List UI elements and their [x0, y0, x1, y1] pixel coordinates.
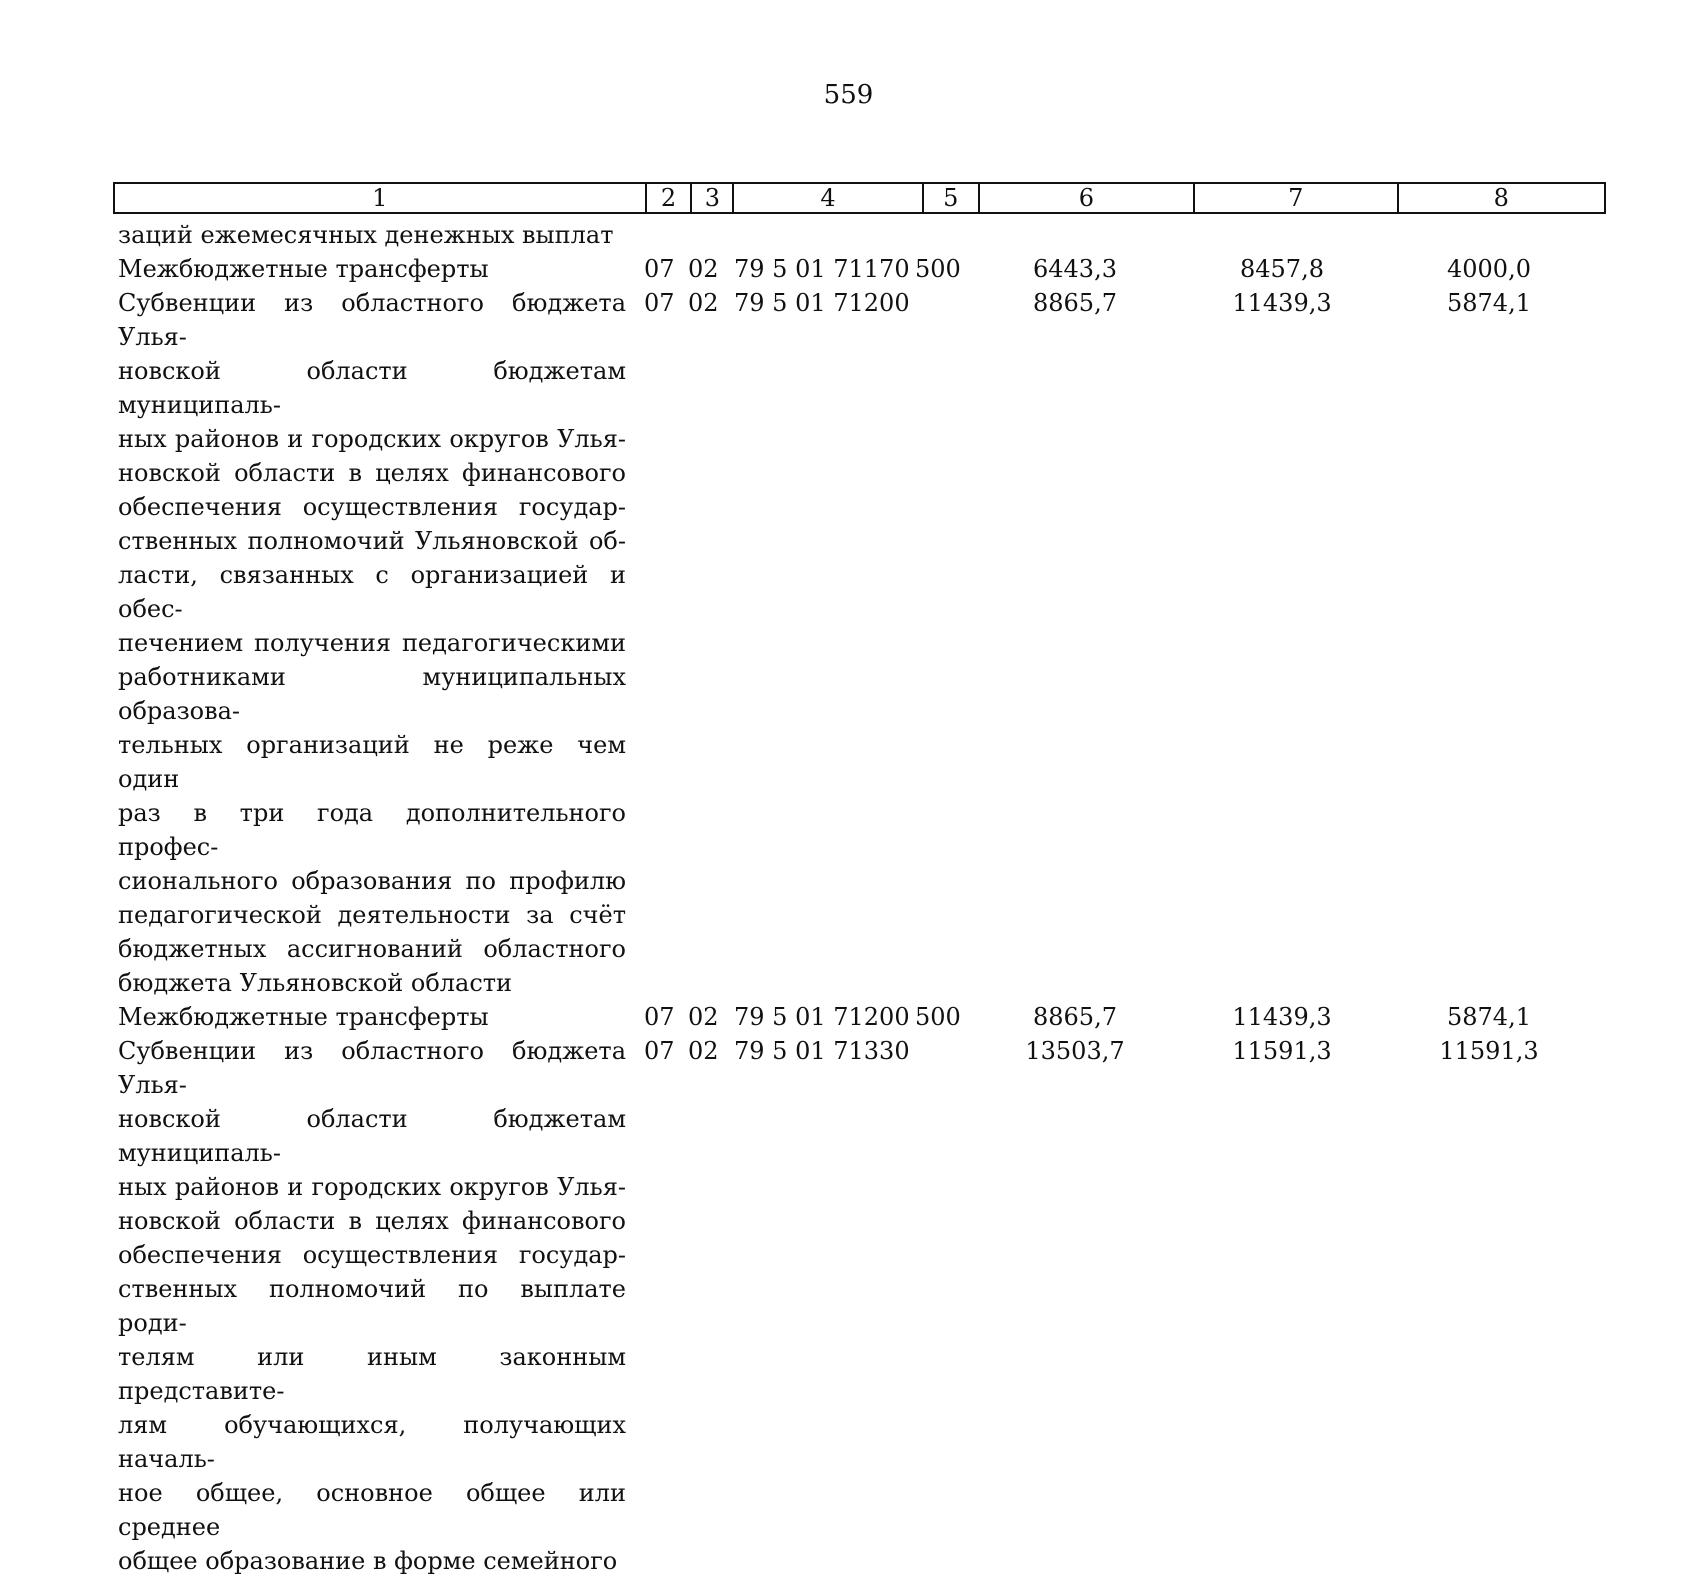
description-line: новской области в целях финансового — [118, 1207, 626, 1235]
row-description — [118, 252, 638, 286]
description-line: Субвенции из областного бюджета Улья- — [118, 289, 626, 351]
description-line: Субвенции из областного бюджета Улья- — [118, 1037, 626, 1099]
description-line: бюджетных ассигнований областного — [118, 935, 626, 963]
description-line: ных районов и городских округов Улья- — [118, 425, 626, 453]
section-code: 07 — [644, 255, 675, 283]
target-article-code: 79 5 01 71200 — [734, 1003, 910, 1031]
table-row — [118, 252, 1608, 286]
description-line: новской области в целях финансового — [118, 459, 626, 487]
amount-col-6: 6443,3 — [1033, 255, 1117, 283]
description-line: ных районов и городских округов Улья- — [118, 1173, 626, 1201]
row-description — [118, 286, 638, 1000]
amount-col-7: 11591,3 — [1232, 1037, 1332, 1065]
description-line: сионального образования по профилю — [118, 867, 626, 895]
row-description — [118, 1000, 638, 1034]
header-col-8: 8 — [1493, 184, 1509, 212]
amount-col-8: 5874,1 — [1447, 289, 1531, 317]
description-line: ственных полномочий по выплате роди- — [118, 1275, 626, 1337]
description-line: ласти, связанных с организацией и обес- — [118, 561, 626, 623]
amount-col-8: 11591,3 — [1439, 1037, 1539, 1065]
section-code: 07 — [644, 1003, 675, 1031]
row-description — [118, 1034, 638, 1578]
description-line: работниками муниципальных образова- — [118, 663, 626, 725]
description-line: телям или иным законным представите- — [118, 1343, 626, 1405]
table-row — [118, 1000, 1608, 1034]
description-line: общее образование в форме семейного — [118, 1547, 618, 1575]
description-line: Межбюджетные трансферты — [118, 1003, 489, 1031]
header-col-7: 7 — [1195, 184, 1398, 212]
table-row — [118, 286, 1608, 1000]
amount-col-7: 11439,3 — [1232, 289, 1332, 317]
description-line: обеспечения осуществления государ- — [118, 493, 626, 521]
header-col-5: 5 — [924, 184, 980, 212]
amount-col-8: 4000,0 — [1447, 255, 1531, 283]
section-code: 07 — [644, 289, 675, 317]
table-body — [118, 218, 1608, 1578]
header-col-3: 3 — [692, 184, 734, 212]
description-line: ственных полномочий Ульяновской об- — [118, 527, 626, 555]
subsection-code: 02 — [688, 1003, 719, 1031]
amount-col-8: 5874,1 — [1447, 1003, 1531, 1031]
table-header — [113, 182, 1606, 214]
subsection-code: 02 — [688, 289, 719, 317]
amount-col-6: 13503,7 — [1025, 1037, 1125, 1065]
section-code: 07 — [644, 1037, 675, 1065]
description-line: печением получения педагогическими — [118, 629, 626, 657]
description-line: педагогической деятельности за счёт — [118, 901, 626, 929]
description-line: лям обучающихся, получающих началь- — [118, 1411, 626, 1473]
description-line: заций ежемесячных денежных выплат — [118, 221, 614, 249]
row-description — [118, 218, 638, 252]
subsection-code: 02 — [688, 255, 719, 283]
description-line: раз в три года дополнительного профес- — [118, 799, 626, 861]
table-row — [118, 218, 1608, 252]
header-col-6: 6 — [980, 184, 1195, 212]
amount-col-6: 8865,7 — [1033, 1003, 1117, 1031]
header-col-4: 4 — [734, 184, 923, 212]
amount-col-6: 8865,7 — [1033, 289, 1117, 317]
expense-type-code: 500 — [915, 1003, 961, 1031]
amount-col-7: 11439,3 — [1232, 1003, 1332, 1031]
header-col-1: 1 — [115, 184, 647, 212]
target-article-code: 79 5 01 71170 — [734, 255, 910, 283]
subsection-code: 02 — [688, 1037, 719, 1065]
description-line: новской области бюджетам муниципаль- — [118, 1105, 626, 1167]
table-row — [118, 1034, 1608, 1578]
expense-type-code: 500 — [915, 255, 961, 283]
header-col-2: 2 — [647, 184, 693, 212]
description-line: тельных организаций не реже чем один — [118, 731, 626, 793]
target-article-code: 79 5 01 71200 — [734, 289, 910, 317]
target-article-code: 79 5 01 71330 — [734, 1037, 910, 1065]
description-line: ное общее, основное общее или среднее — [118, 1479, 626, 1541]
page-number: 559 — [823, 80, 874, 110]
description-line: новской области бюджетам муниципаль- — [118, 357, 626, 419]
description-line: Межбюджетные трансферты — [118, 255, 489, 283]
description-line: бюджета Ульяновской области — [118, 969, 513, 997]
amount-col-7: 8457,8 — [1240, 255, 1324, 283]
description-line: обеспечения осуществления государ- — [118, 1241, 626, 1269]
